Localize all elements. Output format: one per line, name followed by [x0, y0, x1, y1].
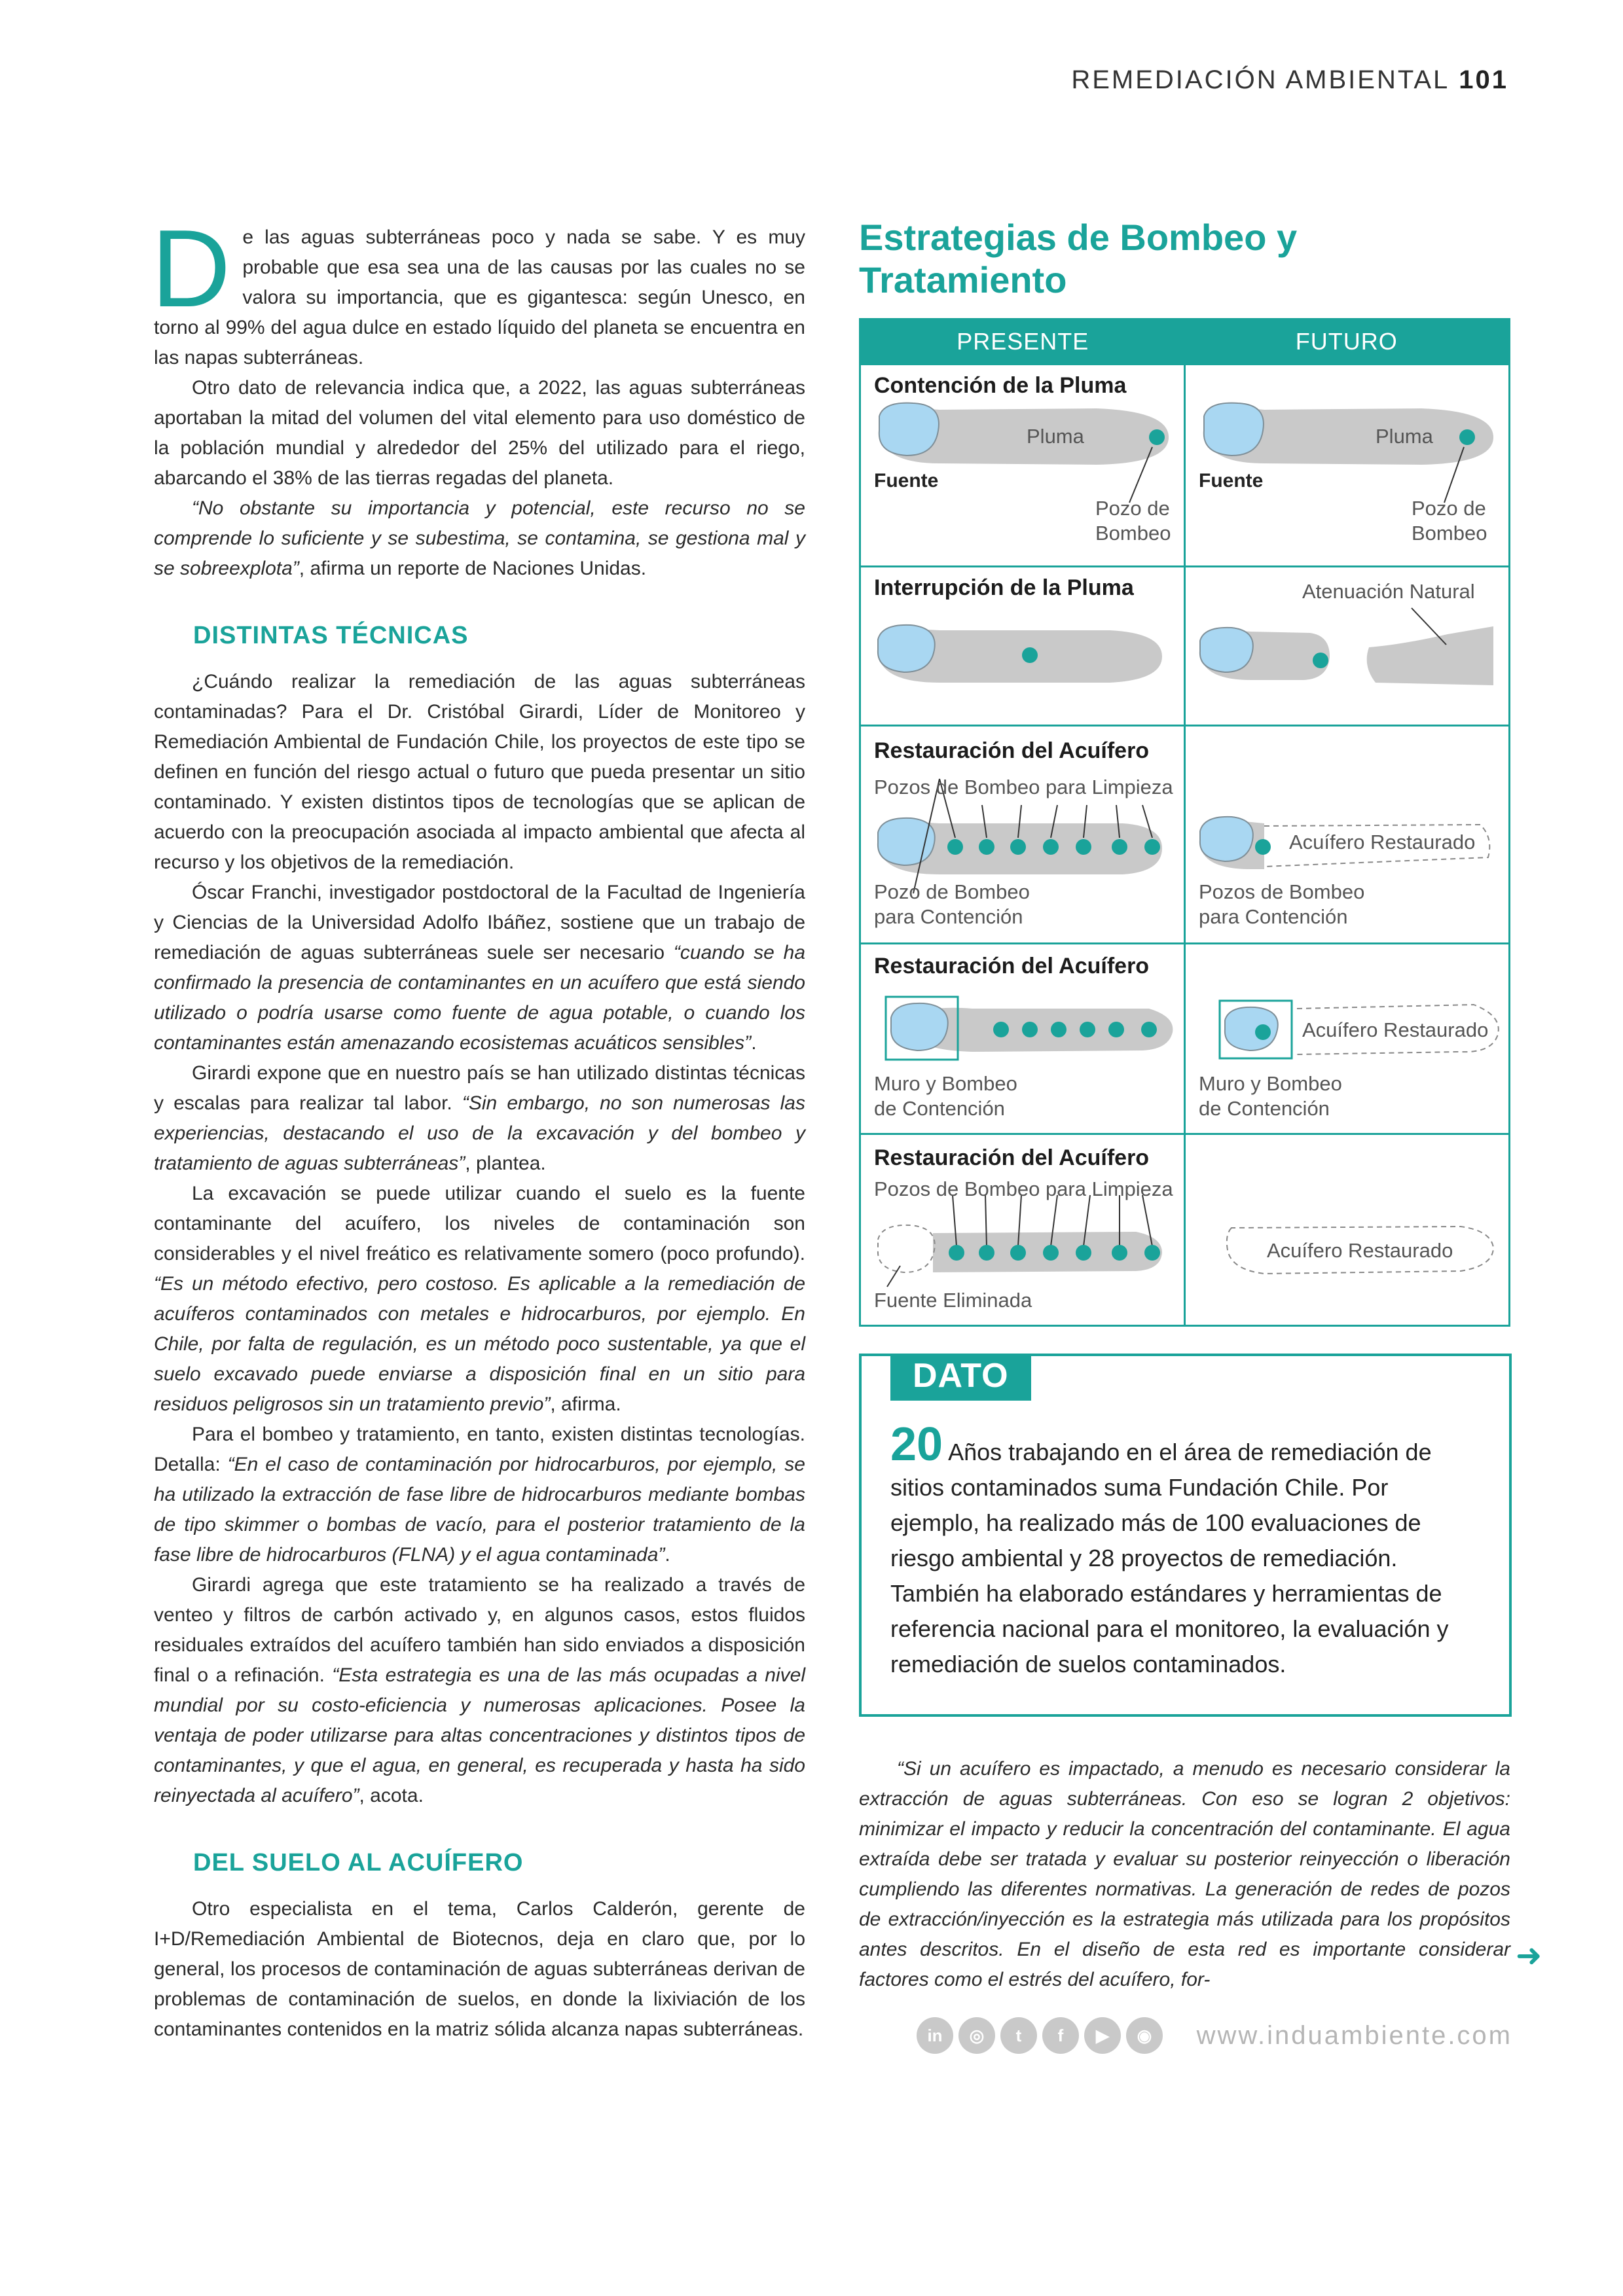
label-restored-aquifer: Acuífero Restaurado — [1267, 1239, 1453, 1262]
section-name: REMEDIACIÓN AMBIENTAL — [1071, 65, 1450, 94]
label-restored-aquifer: Acuífero Restaurado — [1289, 831, 1476, 853]
row-restoration-2 — [861, 942, 1508, 1133]
other-social-icon[interactable]: ◉ — [1126, 2017, 1163, 2054]
label-containment: de Contención — [1199, 1097, 1330, 1120]
label-plume: Pluma — [1376, 425, 1433, 448]
future-cell — [1184, 944, 1508, 1133]
label-source: Fuente — [1199, 470, 1264, 492]
label-wall: Muro y Bombeo — [874, 1072, 1017, 1095]
fact-box — [859, 1354, 1512, 1717]
row-restoration-3 — [861, 1133, 1508, 1325]
present-cell — [861, 365, 1184, 565]
website-url[interactable]: www.induambiente.com — [1196, 2021, 1512, 2050]
paragraph: Óscar Franchi, investigador postdoctoral de la Facultad de Ingeniería y Ciencias de la Universidad Adolfo Ibáñez, sostiene que un trabajo de remediación de aguas subterráneas suele ser necesario “cuando se ha confirmado la presencia de contaminantes en un acuífero que está siendo utilizado o podría usarse como fuente de agua potable, o cuando los contaminantes están amenazando ecosistemas acuáticos sensibles”. — [154, 882, 806, 1054]
row-title: Interrupción de la Pluma — [874, 575, 1134, 600]
paragraph: Otro especialista en el tema, Carlos Calderón, gerente de I+D/Remediación Ambiental de Biotecnos, deja en claro que, por lo general, los procesos de contaminación de aguas subterráneas derivan de problemas de contaminación de suelos, en donde la lixiviación de los contaminantes contenidos en la matriz sólida alcanza napas subterráneas. — [154, 1898, 805, 2040]
present-cell — [861, 1135, 1184, 1325]
drop-cap: D — [151, 207, 231, 330]
diagram-header — [861, 320, 1508, 363]
page-number: 101 — [1459, 65, 1508, 94]
youtube-icon[interactable]: ▶ — [1084, 2017, 1121, 2054]
label-pumping: Bombeo — [1412, 522, 1487, 545]
paragraph: Otro dato de relevancia indica que, a 2022, las aguas subterráneas aportaban la mitad del volumen del vital elemento para uso doméstico de la población mundial y alrededor del 25% del utilizado para el riego, abarcando el 38% de las tierras regadas del planeta. — [154, 377, 805, 489]
intro-paragraph: De las aguas subterráneas poco y nada se sabe. Y es muy probable que esa sea una de las causas por las cuales no se valora su importancia, que es gigantesca: según Unesco, en torno al 99% del agua dulce en estado líquido del planeta se encuentra en las napas subterráneas. — [151, 207, 805, 368]
future-cell — [1184, 726, 1508, 942]
present-cell — [861, 567, 1184, 725]
label-cleanup-wells: Pozos de Bombeo para Limpieza — [874, 776, 1173, 798]
running-header — [1071, 65, 1508, 95]
label-pumping: Bombeo — [1095, 522, 1171, 545]
fact-number: 20 — [890, 1418, 943, 1471]
label-cleanup-wells: Pozos de Bombeo para Limpieza — [874, 1177, 1173, 1200]
fact-box-text: 20 Años trabajando en el área de remediación de sitios contaminados suma Fundación Chile. Por ejemplo, ha realizado más de 100 evaluaciones de riesgo ambiental y 28 proyectos de remediación. También ha elaborado estándares y herramientas de referencia nacional para el monitoreo, la evaluación y remediación de suelos contaminados. — [890, 1418, 1449, 1677]
linkedin-icon[interactable]: in — [917, 2017, 953, 2054]
label-containment: de Contención — [874, 1097, 1005, 1120]
label-natural-attenuation: Atenuación Natural — [1302, 580, 1475, 603]
strategy-diagram — [859, 318, 1510, 1327]
future-cell — [1184, 567, 1508, 725]
section-heading: DEL SUELO AL ACUÍFERO — [193, 1849, 524, 1876]
label-pumping-well: Pozo de Bombeo — [874, 880, 1030, 903]
paragraph: “No obstante su importancia y potencial, este recurso no se comprende lo suficiente y se subestima, se contamina, se gestiona mal y se sobreexplota”, afirma un reporte de Naciones Unidas. — [154, 497, 805, 579]
label-source-removed: Fuente Eliminada — [874, 1289, 1032, 1312]
section-heading: DISTINTAS TÉCNICAS — [193, 622, 469, 649]
figure-column — [859, 216, 1510, 1327]
paragraph: Girardi agrega que este tratamiento se ha realizado a través de venteo y filtros de carbón activado y, en algunos casos, estos fluidos residuales extraídos del acuífero también han sido enviados a disposición final o a refinación. “Esta estrategia es una de las más ocupadas a nivel mundial por su costo-eficiencia y numerosas aplicaciones. Posee la ventaja de poder utilizarse para altas concentraciones y distintos tipos de contaminantes, y que el agua, en general, es recuperada y hasta ha sido reinyectada al acuífero”, acota. — [154, 1574, 806, 1806]
quote-paragraph: “Si un acuífero es impactado, a menudo es necesario considerar la extracción de aguas subterráneas. Con eso se logran 2 objetivos: minimizar el impacto y reducir la concentración del contaminante. El agua extraída debe ser tratada y evaluar su posterior reinyección o liberación cumpliendo las diferentes normativas. La generación de redes de pozos de extracción/inyección es la estrategia más utilizada para los propósitos antes descritos. En el diseño de esta red es importante considerar factores como el estrés del acuífero, for- — [859, 1758, 1510, 1990]
row-title: Restauración del Acuífero — [874, 1145, 1150, 1170]
paragraph: La excavación se puede utilizar cuando el suelo es la fuente contaminante del acuífero, los niveles de contaminación son considerables y el nivel freático es relativamente somero (poco profundo). “Es un método efectivo, pero costoso. Es aplicable a la remediación de acuíferos contaminados con metales e hidrocarburos, por ejemplo. En Chile, por falta de regulación, es un método poco sustentable, ya que el suelo excavado puede enviarse a disposición final en un sitio para residuos peligrosos sin un tratamiento previo”, afirma. — [154, 1183, 805, 1415]
row-interruption — [861, 565, 1508, 725]
label-restored-aquifer: Acuífero Restaurado — [1302, 1018, 1489, 1041]
paragraph: ¿Cuándo realizar la remediación de las aguas subterráneas contaminadas? Para el Dr. Cristóbal Girardi, Líder de Monitoreo y Remediación Ambiental de Fundación Chile, los proyectos de este tipo se definen en función del riesgo actual o futuro que pueda presentar un sitio contaminado. Y existen distintos tipos de tecnologías que se aplican de acuerdo con la preocupación asociada al impacto ambiental que afecta al recurso y los objetivos de la remediación. — [154, 671, 805, 873]
twitter-icon[interactable]: t — [1000, 2017, 1037, 2054]
article-body — [151, 207, 806, 2045]
restored-aquifer-final-drawing — [1186, 1135, 1508, 1325]
row-restoration-1 — [861, 725, 1508, 942]
social-icons — [917, 2017, 1163, 2054]
label-plume: Pluma — [1027, 425, 1084, 448]
column-future: FUTURO — [1295, 328, 1398, 355]
label-well: Pozo de — [1412, 497, 1486, 520]
facebook-icon[interactable]: f — [1042, 2017, 1079, 2054]
figure-title: Estrategias de Bombeo y Tratamiento — [859, 217, 1298, 300]
present-cell — [861, 726, 1184, 942]
column-present: PRESENTE — [957, 328, 1089, 355]
label-pumping-wells: Pozos de Bombeo — [1199, 880, 1365, 903]
paragraph: Para el bombeo y tratamiento, en tanto, existen distintas tecnologías. Detalla: “En el caso de contaminación por hidrocarburos, por ejemplo, se ha utilizado la extracción de fase libre de hidrocarburos mediante bombas de tipo skimmer o bombas de vacío, para el posterior tratamiento de la fase libre de hidrocarburos (FLNA) y el agua contaminada”. — [154, 1424, 805, 1566]
row-containment — [861, 363, 1508, 565]
row-title: Restauración del Acuífero — [874, 738, 1150, 763]
label-containment: para Contención — [874, 905, 1023, 928]
continue-arrow-icon: ➜ — [1516, 1939, 1542, 1973]
label-wall: Muro y Bombeo — [1199, 1072, 1342, 1095]
fact-box-tag: DATO — [890, 1354, 1031, 1401]
row-title: Contención de la Pluma — [874, 373, 1127, 398]
instagram-icon[interactable]: ◎ — [958, 2017, 995, 2054]
label-containment: para Contención — [1199, 905, 1348, 928]
row-title: Restauración del Acuífero — [874, 954, 1150, 978]
paragraph: Girardi expone que en nuestro país se han utilizado distintas técnicas y escalas para realizar tal labor. “Sin embargo, no son numerosas las experiencias, destacando el uso de la excavación y del bombeo y tratamiento de aguas subterráneas”, plantea. — [154, 1062, 805, 1174]
footer — [917, 2017, 1512, 2059]
future-cell — [1184, 1135, 1508, 1325]
present-cell — [861, 944, 1184, 1133]
label-source: Fuente — [874, 470, 939, 492]
future-cell — [1184, 365, 1508, 565]
label-well: Pozo de — [1095, 497, 1170, 520]
